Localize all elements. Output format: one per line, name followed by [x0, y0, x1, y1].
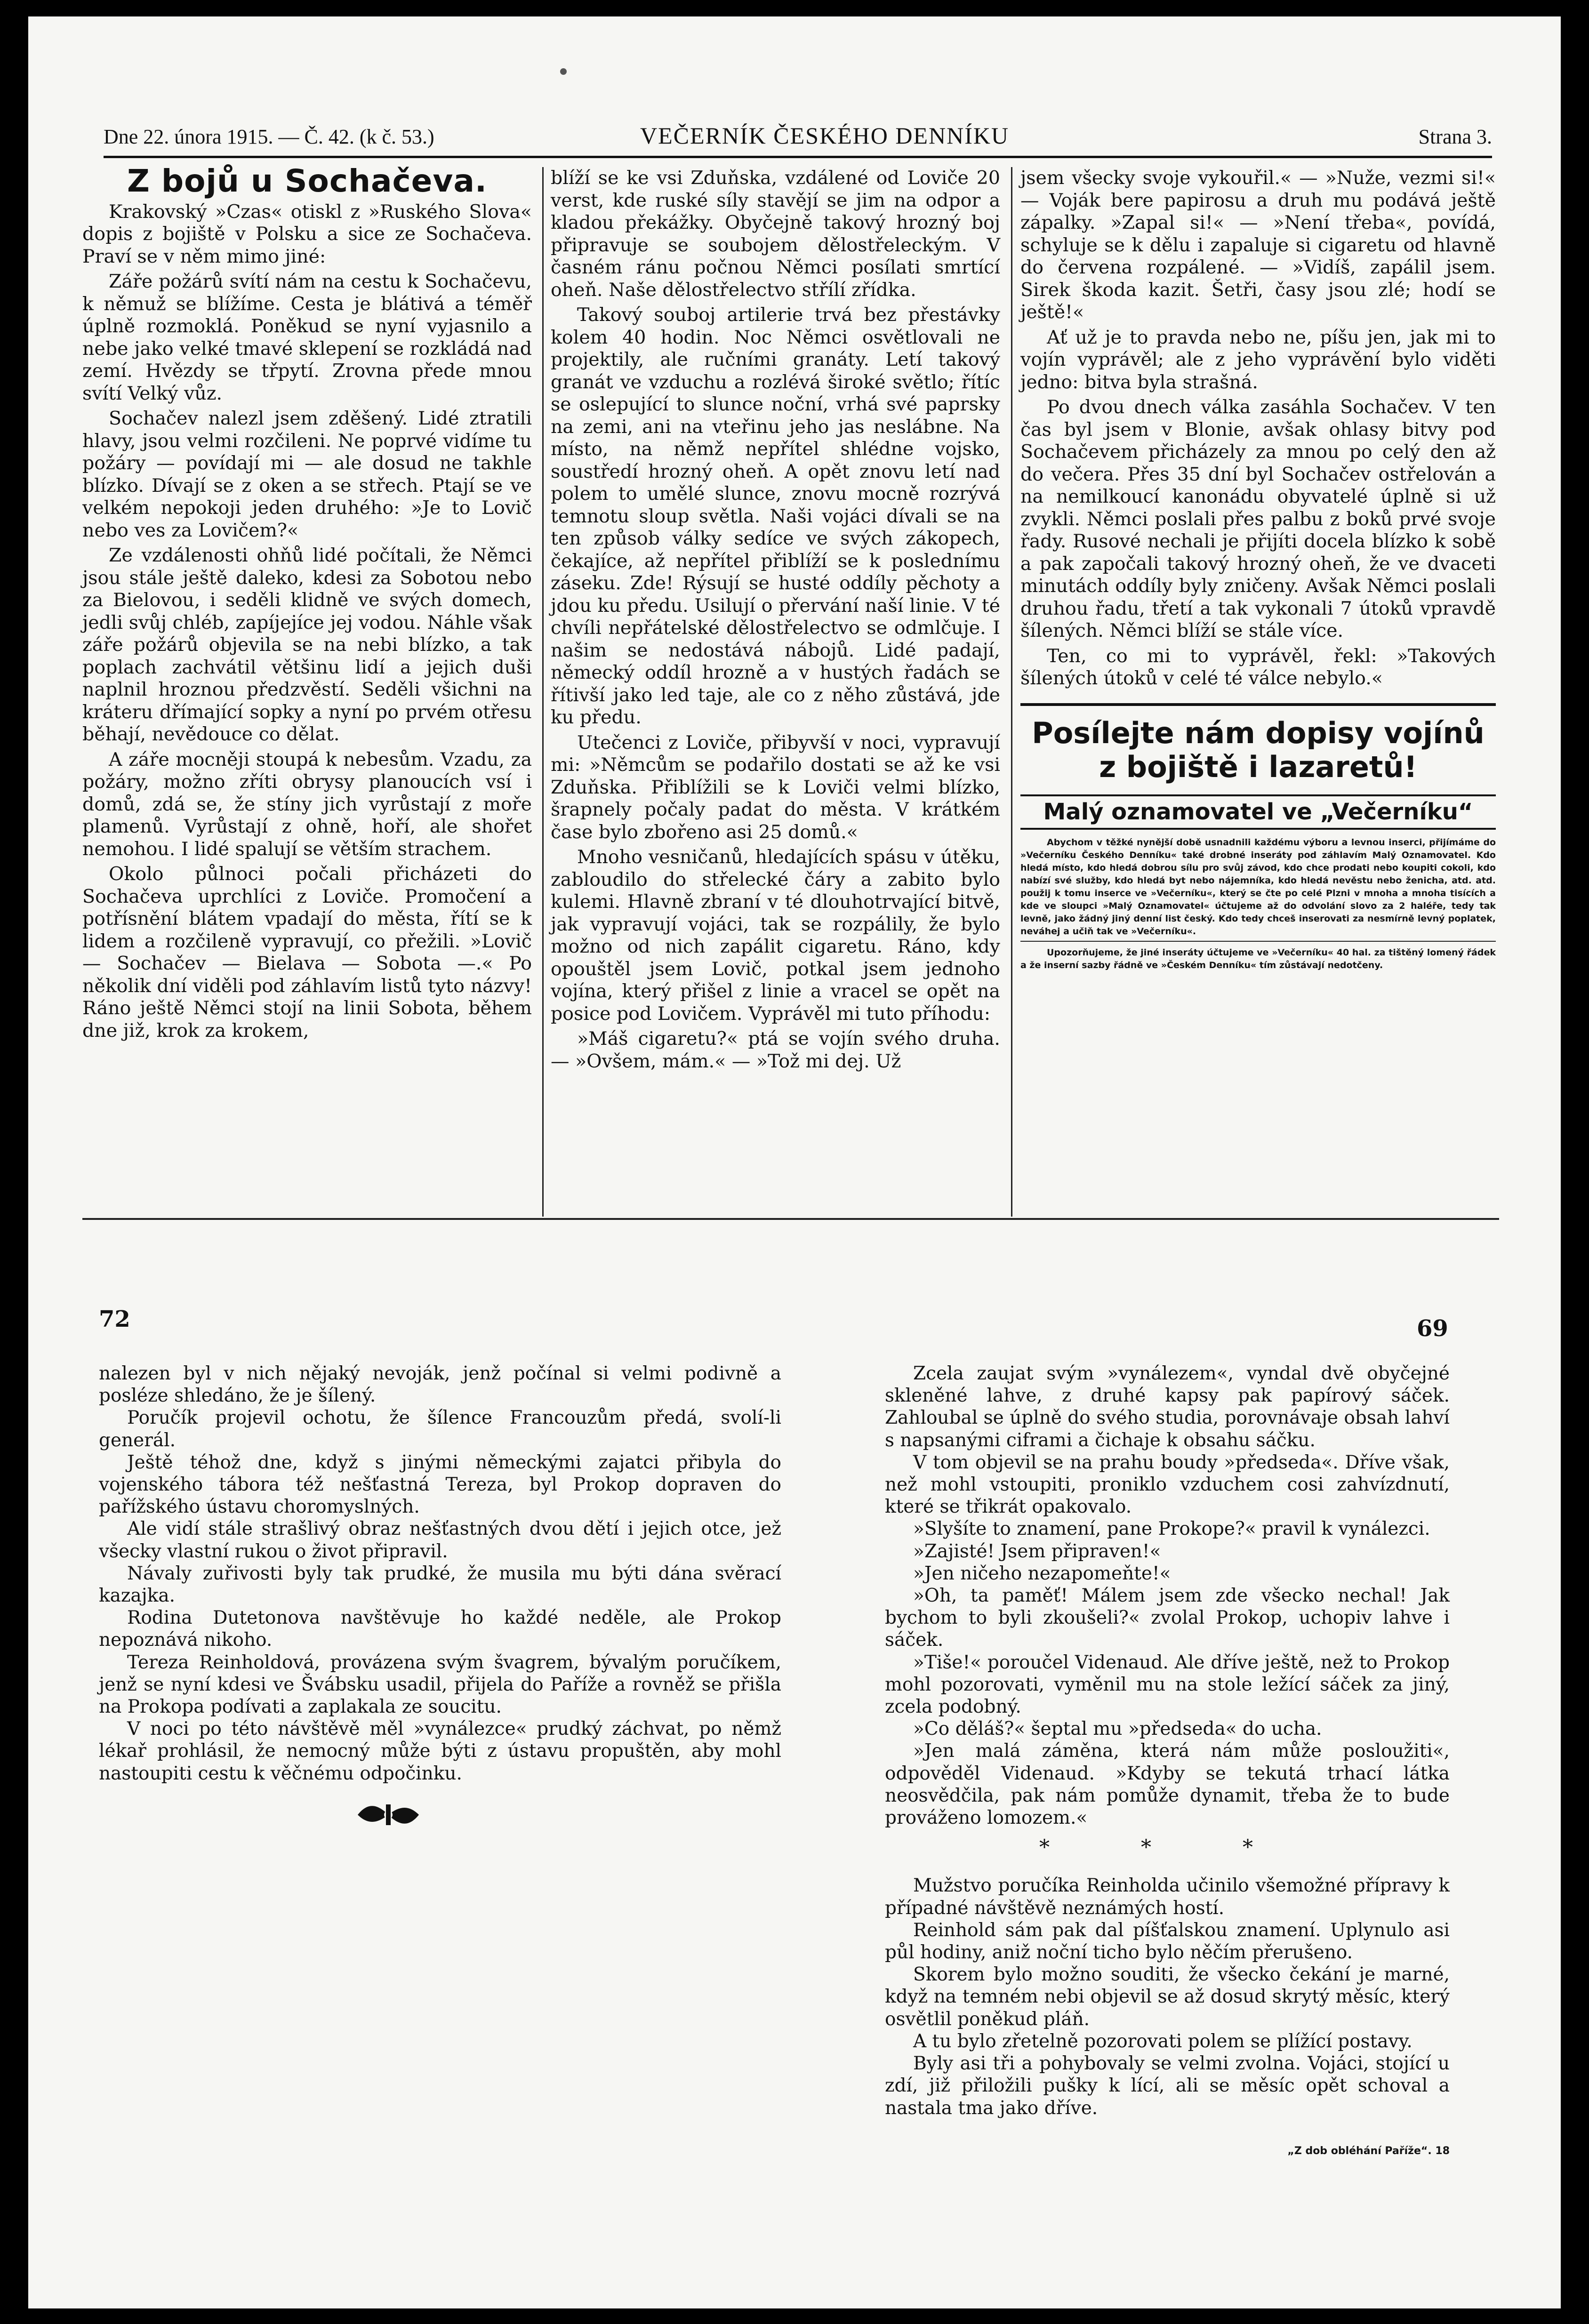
book-paragraph: »Slyšíte to znamení, pane Prokope?« pravil k vynálezci. [913, 1518, 1430, 1540]
book-paragraph: Reinhold sám pak dal píšťalskou znamení. Uplynulo asi půl hodiny, aniž noční ticho bylo něčím přerušeno. [885, 1919, 1450, 1963]
article-paragraph: Ten, co mi to vyprávěl, řekl: »Takových šílených útoků v celé té válce nebylo.« [1020, 645, 1496, 689]
book-paragraph: Byly asi tři a pohybovaly se velmi zvolna. Vojáci, stojící u zdí, již přiložili pušky k lící, ali se měsíc opět schoval a nastala tma jako dříve. [885, 2053, 1450, 2119]
article-paragraph: Po dvou dnech válka zasáhla Sochačev. V ten čas byl jsem v Blonie, avšak ohlasy bitvy pod Sochačevem přicházely za mnou po celý den až do večera. Přes 35 dní byl Sochačev ostřelován a na nemilkoucí kanonádu obyvatelé úplně si už zvykli. Němci poslali přes palbu z boků prvé svoje řady. Rusové nechali je přijíti docela blízko k sobě a pak započali takový hrozný oheň, že ve dvaceti minutách oddíly byly zničeny. Avšak Němci poslali druhou řadu, třetí a tak vykonali 7 útoků vpravdě šílených. Němci blíží se stále více. [1020, 396, 1496, 641]
article-paragraph: »Máš cigaretu?« ptá se vojín svého druha. — »Ovšem, mám.« — »Tož mi dej. Už [551, 1028, 1000, 1072]
classified-title: Malý oznamovatel ve „Večerníku“ [1020, 794, 1496, 830]
book-page-right [885, 1362, 1450, 2162]
book-paragraph: »Tiše!« poroučel Videnaud. Ale dříve ještě, než to Prokop mohl pozorovati, vyměnil mu na stole ležící sáček za jiný, zcela podobný. [885, 1651, 1450, 1718]
article-paragraph: Ze vzdálenosti ohňů lidé počítali, že Němci jsou stále ještě daleko, kdesi za Sobotou nebo za Bielovou, i seděli klidně ve svých domech, jedli svůj chléb, zapíjejíce jej vodou. Náhle však záře požárů objevila se na nebi blízko, a tak poplach zachvátil většinu lidí a jejich duši naplnil hroznou předzvěstí. Seděli všichni na kráteru dřímající sopky a nyní po prvém otřesu běhají, nevědouce co dělat. [82, 545, 532, 745]
book-paragraph: Skorem bylo možno souditi, že všecko čekání je marné, když na temném nebi objevil se až dosud skrytý měsíc, který osvětlil poněkud pláň. [885, 1964, 1450, 2030]
page-number-left: 72 [99, 1306, 130, 1332]
book-page-left [99, 1362, 781, 1834]
ink-smudge [560, 68, 567, 75]
book-paragraph: nalezen byl v nich nějaký nevoják, jenž počínal si velmi podivně a posléze shledáno, že je šílený. [99, 1363, 781, 1407]
header-rule [104, 156, 1492, 158]
column-divider [542, 167, 544, 1217]
article-paragraph: Mnoho vesničanů, hledajících spásu v útěku, zabloudilo do střelecké čáry a zabito bylo kulemi. Hlavně zbraní v té dlouhotrvající bitvě, jak vypravují vojáci, tak se rozpálily, že bylo možno od nich zapálit cigaretu. Ráno, kdy opouštěl jsem Lovič, potkal jsem jednoho vojína, který přišel z linie a vracel se opět na posice pod Lovičem. Vyprávěl mi tuto příhodu: [551, 846, 1000, 1025]
newspaper-page [28, 16, 1561, 2308]
article-paragraph: jsem všecky svoje vykouřil.« — »Nuže, vezmi si!« — Voják bere papirosu a druh mu podává ještě zápalky. »Zapal si!« — »Není třeba«, povídá, schyluje se k dělu i zapaluje si cigaretu od hlavně do červena rozpálené. — »Vidíš, zapálil jsem. Sirek škoda kazit. Šetři, časy jsou zlé; hodí se ještě!« [1020, 167, 1496, 323]
article-column-1 [82, 163, 532, 1045]
book-paragraph: »Jen malá záměna, která nám může posloužiti«, odpověděl Videnaud. »Kdyby se tekutá trhací látka neosvědčila, pak nám pomůže dynamit, třeba že to bude prováženo lomozem.« [885, 1740, 1450, 1829]
book-paragraph: A tu bylo zřetelně pozorovati polem se plížící postavy. [913, 2030, 1412, 2052]
book-paragraph: Tereza Reinholdová, provázena svým švagrem, bývalým poručíkem, jenž se nyní kdesi ve Švábsku usadil, přijela do Paříže a rovněž se přišla na Prokopa podívati a zaplakala ze soucitu. [99, 1651, 781, 1718]
article-paragraph: Utečenci z Loviče, přibyvší v noci, vypravují mi: »Němcům se podařilo dostati se až ke vsi Zduňska. Přiblížili se k Loviči velmi blízko, šrapnely počaly padat do města. V krátkém čase bylo zbořeno asi 25 domů.« [551, 731, 1000, 843]
chapter-end-ornament-icon [353, 1801, 424, 1829]
article-paragraph: blíží se ke vsi Zduňska, vzdálené od Loviče 20 verst, kde ruské síly stavějí se jim na odpor a kladou překážky. Obyčejně takový hrozný boj připravuje se soubojem dělostřeleckým. V časném ránu počnou Němci posílati smrtící oheň. Naše dělostřelectvo střílí zřídka. [551, 167, 1000, 301]
article-paragraph: Krakovský »Czas« otiskl z »Ruského Slova« dopis z bojiště v Polsku a sice ze Sochačeva. Praví se v něm mimo jiné: [82, 200, 532, 267]
book-paragraph: V tom objevil se na prahu boudy »předseda«. Dříve však, než mohl vstoupiti, proniklo vzduchem cosi zahvízdnutí, které se třikrát opakovalo. [885, 1451, 1450, 1518]
article-column-3 [1020, 167, 1496, 975]
column-divider [1011, 167, 1012, 1217]
article-paragraph: A záře mocněji stoupá k nebesům. Vzadu, za požáry, možno zříti obrysy planoucích vsí i domů, zdá se, že stíny jich vyrůstají z moře plamenů. Vyrůstají z ohně, hoří, ale shořet nemohou. I lidé spalují se větším strachem. [82, 748, 532, 860]
book-paragraph: Poručík projevil ochotu, že šílence Francouzům předá, svolí-li generál. [99, 1407, 781, 1451]
classified-text: Abychom v těžké nynější době usnadnili každému výboru a levnou inserci, přijímáme do »Večerníku Českého Denníku« také drobné inseráty pod záhlavím Malý Oznamovatel. Kdo hledá místo, kdo hledá dobrou sílu pro svůj závod, kdo chce prodati nebo koupiti cokoli, kdo nabízí své služby, kdo hledá byt nebo nájemníka, kdo hledá nevěstu nebo ženicha, atd. atd. použij k tomu inserce ve »Večerníku«, který se čte po celé Plzni v mnoha a mnoha tisících a kde ve sloupci »Malý Oznamovatel« účtujeme až do odvolání slovo za 2 haléře, tedy tak levně, jako žádný jiný denní list český. Kdo tedy chceš inserovati za nesmírně levný poplatek, neváhej a učiň tak ve »Večerníku«. [1020, 837, 1496, 937]
article-paragraph: Záře požárů svítí nám na cestu k Sochačevu, k němuž se blížíme. Cesta je blátivá a téměř úplně rozmoklá. Poněkud se nyní vyjasnilo a nebe jako velké tmavé sklepení se rozkládá nad zemí. Hvězdy se třpytí. Zrovna přede mnou svítí Velký vůz. [82, 271, 532, 404]
masthead: VEČERNÍK ČESKÉHO DENNÍKU [640, 122, 1010, 149]
page-number-right: 69 [1417, 1315, 1448, 1342]
page-header [104, 111, 1492, 156]
book-paragraph: »Zajisté! Jsem připraven!« [913, 1540, 1161, 1562]
book-paragraph: Rodina Dutetonova navštěvuje ho každé neděle, ale Prokop nepoznává nikoho. [99, 1607, 781, 1651]
book-paragraph: »Co děláš?« šeptal mu »předseda« do ucha. [913, 1718, 1322, 1740]
book-paragraph: »Jen ničeho nezapomeňte!« [913, 1563, 1171, 1584]
section-break-stars: * * * [1039, 1835, 1295, 1860]
article-paragraph: Takový souboj artilerie trvá bez přestávky kolem 40 hodin. Noc Němci osvětlovali ne projektily, ale ručními granáty. Letí takový granát ve vzduchu a rozlévá široké světlo; řítíc se oslepující to slunce noční, vrhá své paprsky na zemi, ani na vteřinu jeho jas neslábne. Na místo, na němž nepřítel shlédne vojsko, soustředí hrozný oheň. A opět znovu letí nad polem to umělé slunce, znovu mocně rozrývá temnotu sloup světla. Naši vojáci dívali se na ten způsob války sedíce ve svých zákopech, čekajíce, až nepřítel přiblíží se k poslednímu záseku. Zde! Rýsují se husté oddíly pěchoty a jdou ku předu. Usilují o přervání naší linie. V té chvíli nepřátelské dělostřelectvo se odmlčuje. I našim se nedostává nábojů. Lidé padají, německý oddíl hrozně a v hustých řadách se řítivší jako led taje, ale co z něho zůstává, jde ku předu. [551, 304, 1000, 728]
book-paragraph: »Oh, ta paměť! Málem jsem zde všecko nechal! Jak bychom to byli zkoušeli?« zvolal Prokop, uchopiv lahve i sáček. [885, 1585, 1450, 1651]
book-paragraph: V noci po této návštěvě měl »vynálezce« prudký záchvat, po němž lékař prohlásil, že nemocný může býti z ústavu propuštěn, aby mohl nastoupiti cestu k věčnému odpočinku. [99, 1718, 781, 1784]
article-title: Z bojů u Sochačeva. [127, 163, 487, 199]
article-paragraph: Ať už je to pravda nebo ne, píšu jen, jak mi to vojín vyprávěl; ale z jeho vyprávění bylo viděti jedno: bitva byla strašná. [1020, 326, 1496, 393]
book-footnote: „Z dob obléhání Paříže“. 18 [1287, 2145, 1450, 2157]
page-label: Strana 3. [1418, 125, 1492, 148]
article-paragraph: Sochačev nalezl jsem zděšený. Lidé ztratili hlavy, jsou velmi rozčileni. Ne poprvé vidíme tu požáry — povídají mi — ale dosud ne takhle blízko. Dívají se z oken a se střech. Ptají se ve velkém nepokoji jeden druhého: »Je to Lovič nebo ves za Lovičem?« [82, 408, 532, 541]
book-paragraph: Mužstvo poručíka Reinholda učinilo všemožné přípravy k případné návštěvě neznámých hostí. [885, 1875, 1450, 1919]
classified-note: Upozorňujeme, že jiné inseráty účtujeme ve »Večerníku« 40 hal. za tištěný lomený řádek a že inserní sazby řádně ve »Českém Denníku« tím zůstávají nedotčeny. [1020, 941, 1496, 972]
article-column-2 [551, 167, 1000, 1075]
book-paragraph: Zcela zaujat svým »vynálezem«, vyndal dvě obyčejné skleněné lahve, z druhé kapsy pak papírový sáček. Zahloubal se úplně do svého studia, porovnávaje obsah lahví s napsanými ciframi a čichaje k obsahu sáčku. [885, 1363, 1450, 1451]
promo-headline: Posílejte nám dopisy vojínů z bojiště i lazaretů! [1020, 703, 1496, 784]
book-paragraph: Ještě téhož dne, když s jinými německými zajatci přibyla do vojenského tábora též nešťastná Tereza, byl Prokop dopraven do pařížského ústavu choromyslných. [99, 1451, 781, 1518]
article-paragraph: Okolo půlnoci počali přicházeti do Sochačeva uprchlíci z Loviče. Promočení a potřísnění blátem vpadají do města, řítí se k lidem a rozčileně vypravují, co přežili. »Lovič — Sochačev — Bielava — Sobota —.« Po několik dní viděli pod záhlavím listů tyto názvy! Ráno ještě Němci stojí na linii Sobota, během dne již, krok za krokem, [82, 863, 532, 1042]
book-paragraph: Návaly zuřivosti byly tak prudké, že musila mu býti dána svěrací kazajka. [99, 1563, 781, 1607]
section-bottom-rule [82, 1218, 1499, 1220]
issue-date: Dne 22. února 1915. — Č. 42. (k č. 53.) [104, 125, 434, 148]
book-paragraph: Ale vidí stále strašlivý obraz nešťastných dvou dětí i jejich otce, jež všecky vlastní rukou o život připravil. [99, 1518, 781, 1562]
